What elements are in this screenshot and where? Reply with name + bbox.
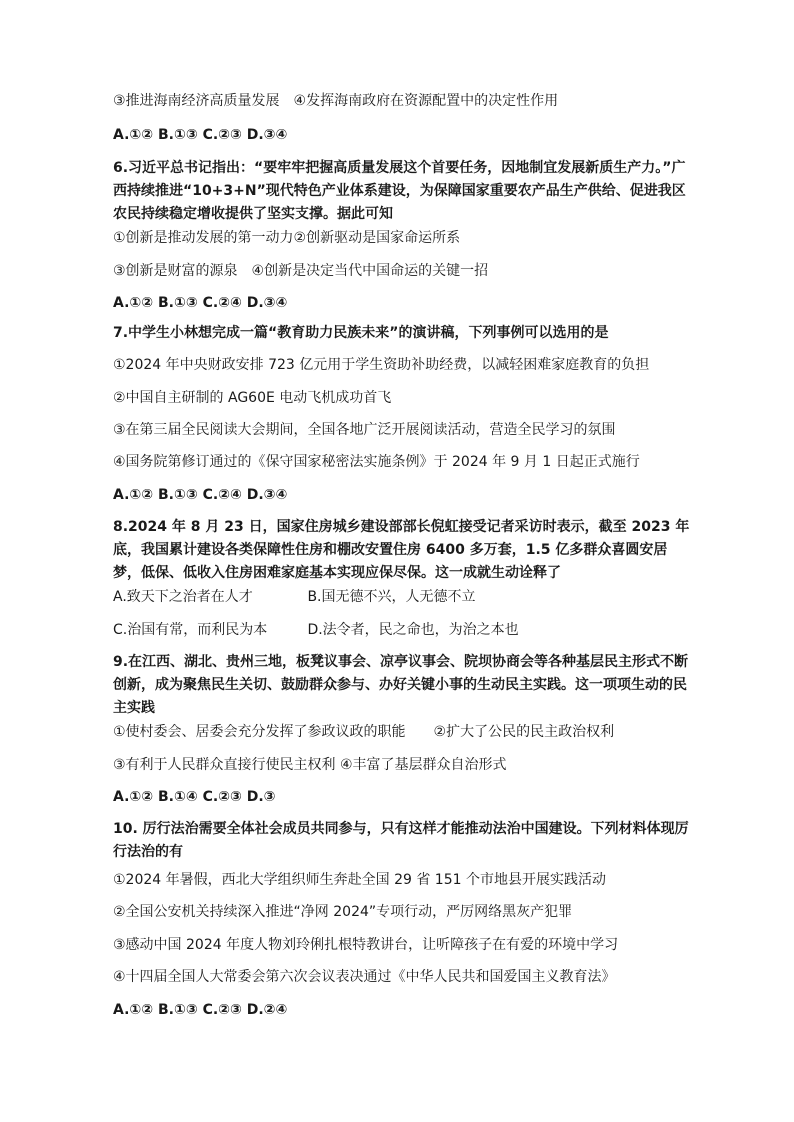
- q8-option-b: B.国无德不兴，人无德不立: [307, 589, 476, 605]
- q7-option-1: ①2024 年中央财政安排 723 亿元用于学生资助补助经费，以减轻困难家庭教育的负担: [113, 357, 650, 373]
- q9-stem: 9.在江西、湖北、贵州三地，板凳议事会、凉亭议事会、院坝协商会等各种基层民主形式不断创新，成为聚焦民生关切、鼓励群众参与、办好关键小事的生动民主实践。这一项项生动的民主实践: [113, 654, 689, 716]
- q10-stem: 10. 厉行法治需要全体社会成员共同参与，只有这样才能推动法治中国建设。下列材料体现厉行法治的有: [113, 821, 689, 860]
- q5-answers: A.①② B.①③ C.②③ D.③④: [113, 127, 288, 143]
- q5-option-line: ③推进海南经济高质量发展 ④发挥海南政府在资源配置中的决定性作用: [113, 93, 559, 109]
- q10-option-1: ①2024 年暑假，西北大学组织师生奔赴全国 29 省 151 个市地县开展实践活动: [113, 872, 606, 888]
- q6-stem: 6.习近平总书记指出：“要牢牢把握高质量发展这个首要任务，因地制宜发展新质生产力。”广西持续推进“10+3+N”现代特色产业体系建设，为保障国家重要农产品生产供给、促进我区农民持续稳定增收提供了坚实支撑。据此可知: [113, 160, 686, 222]
- q10-option-3: ③感动中国 2024 年度人物刘玲俐扎根特教讲台，让听障孩子在有爱的环境中学习: [113, 937, 619, 953]
- q7-option-2: ②中国自主研制的 AG60E 电动飞机成功首飞: [113, 390, 392, 406]
- q9-answers: A.①② B.①④ C.②③ D.③: [113, 789, 276, 805]
- q7-option-3: ③在第三届全民阅读大会期间，全国各地广泛开展阅读活动，营造全民学习的氛围: [113, 422, 616, 438]
- q6-options-34: ③创新是财富的源泉 ④创新是决定当代中国命运的关键一招: [113, 263, 489, 279]
- q7-stem: 7.中学生小林想完成一篇“教育助力民族未来”的演讲稿，下列事例可以选用的是: [113, 325, 609, 341]
- q6-options-12: ①创新是推动发展的第一动力②创新驱动是国家命运所系: [113, 230, 461, 246]
- q6-answers: A.①② B.①③ C.②④ D.③④: [113, 295, 288, 311]
- q7-option-4: ④国务院第修订通过的《保守国家秘密法实施条例》于 2024 年 9 月 1 日起正式施行: [113, 454, 640, 470]
- q10-option-4: ④十四届全国人大常委会第六次会议表决通过《中华人民共和国爱国主义教育法》: [113, 969, 616, 985]
- q10-option-2: ②全国公安机关持续深入推进“净网 2024”专项行动，严厉网络黑灰产犯罪: [113, 904, 573, 920]
- q8-stem: 8.2024 年 8 月 23 日，国家住房城乡建设部部长倪虹接受记者采访时表示，截至 2023 年底，我国累计建设各类保障性住房和棚改安置住房 6400 多万套，1.5 亿多群众喜圆安居梦，低保、低收入住房困难家庭基本实现应保尽保。这一成就生动诠释了: [113, 519, 690, 581]
- q8-options-cd: [113, 619, 693, 642]
- q9-options-34: ③有利于人民群众直接行使民主权利 ④丰富了基层群众自治形式: [113, 757, 507, 773]
- q9-options-12: ①使村委会、居委会充分发挥了参政议政的职能 ②扩大了公民的民主政治权利: [113, 724, 615, 740]
- q7-answers: A.①② B.①③ C.②④ D.③④: [113, 487, 288, 503]
- q10-answers: A.①② B.①③ C.②③ D.②④: [113, 1002, 288, 1018]
- q8-option-c: C.治国有常，而利民为本: [113, 622, 268, 638]
- q8-option-a: A.致天下之治者在人才: [113, 589, 253, 605]
- q8-options-ab: [113, 586, 693, 609]
- q8-option-d: D.法令者，民之命也，为治之本也: [307, 622, 519, 638]
